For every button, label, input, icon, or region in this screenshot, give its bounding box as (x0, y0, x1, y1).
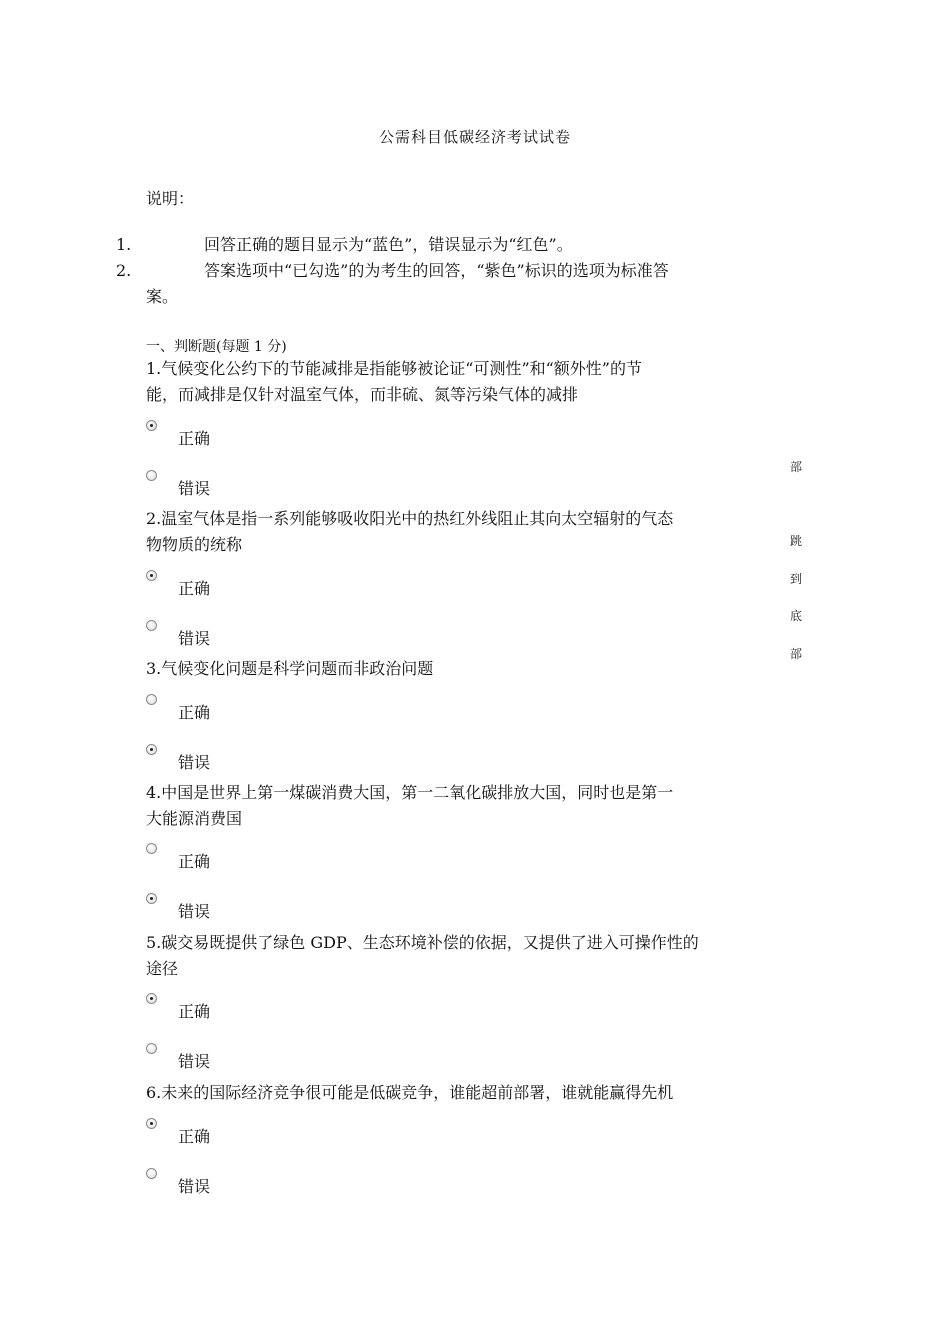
radio-unchecked-icon[interactable] (146, 470, 157, 481)
q4-option-correct[interactable] (146, 843, 346, 883)
q2-option-wrong[interactable] (146, 620, 346, 660)
question-1 (146, 356, 786, 408)
page-title: 公需科目低碳经济考试试卷 (378, 128, 571, 146)
question-3 (146, 656, 786, 682)
question-text: 2.温室气体是指一系列能够吸收阳光中的热红外线阻止其向太空辐射的气态 (146, 509, 674, 528)
option-label: 正确 (178, 852, 211, 871)
option-label: 正确 (178, 579, 211, 598)
question-text: 6.未来的国际经济竞争很可能是低碳竞争，谁能超前部署，谁就能赢得先机 (146, 1083, 674, 1102)
radio-checked-icon[interactable] (146, 744, 157, 755)
q1-option-correct[interactable] (146, 420, 346, 460)
radio-checked-icon[interactable] (146, 570, 157, 581)
radio-checked-icon[interactable] (146, 893, 157, 904)
option-label: 错误 (178, 1052, 211, 1071)
option-label: 错误 (178, 629, 211, 648)
option-label: 正确 (178, 429, 211, 448)
option-label: 错误 (178, 479, 211, 498)
note-number: 1. (116, 235, 132, 254)
radio-checked-icon[interactable] (146, 1118, 157, 1129)
question-text-continued: 途径 (146, 959, 179, 978)
q2-option-correct[interactable] (146, 570, 346, 610)
radio-checked-icon[interactable] (146, 993, 157, 1004)
question-text-continued: 物物质的统称 (146, 535, 243, 554)
question-text-continued: 大能源消费国 (146, 809, 243, 828)
jump-to-bottom-link[interactable]: 部 (790, 647, 803, 661)
question-text: 5.碳交易既提供了绿色 GDP、生态环境补偿的依据，又提供了进入可操作性的 (146, 933, 699, 952)
section-heading: 一、判断题(每题 1 分) (146, 339, 287, 355)
question-2 (146, 506, 786, 558)
radio-unchecked-icon[interactable] (146, 843, 157, 854)
question-text-continued: 能，而减排是仅针对温室气体，而非硫、氮等污染气体的减排 (146, 385, 579, 404)
note-number: 2. (116, 261, 132, 280)
note-text: 回答正确的题目显示为“蓝色”，错误显示为“红色”。 (204, 235, 573, 254)
q3-option-correct[interactable] (146, 694, 346, 734)
question-text: 4.中国是世界上第一煤碳消费大国，第一二氧化碳排放大国，同时也是第一 (146, 783, 674, 802)
option-label: 正确 (178, 1002, 211, 1021)
q5-option-wrong[interactable] (146, 1043, 346, 1083)
note-text-continued: 案。 (146, 287, 179, 306)
jump-to-bottom-link[interactable]: 底 (790, 609, 803, 623)
intro-label: 说明： (146, 189, 195, 208)
note-text: 答案选项中“已勾选”的为考生的回答，“紫色”标识的选项为标准答 (204, 261, 669, 280)
q1-option-wrong[interactable] (146, 470, 346, 510)
radio-unchecked-icon[interactable] (146, 1043, 157, 1054)
question-text: 3.气候变化问题是科学问题而非政治问题 (146, 659, 434, 678)
q3-option-wrong[interactable] (146, 744, 346, 784)
question-6 (146, 1080, 786, 1106)
option-label: 错误 (178, 753, 211, 772)
q6-option-wrong[interactable] (146, 1168, 346, 1208)
radio-unchecked-icon[interactable] (146, 1168, 157, 1179)
jump-to-bottom-link[interactable]: 跳 (790, 534, 803, 548)
option-label: 正确 (178, 703, 211, 722)
radio-unchecked-icon[interactable] (146, 620, 157, 631)
option-label: 错误 (178, 1177, 211, 1196)
jump-to-bottom-link[interactable]: 到 (790, 572, 803, 586)
radio-checked-icon[interactable] (146, 420, 157, 431)
q6-option-correct[interactable] (146, 1118, 346, 1158)
question-text: 1.气候变化公约下的节能减排是指能够被论证“可测性”和“额外性”的节 (146, 359, 642, 378)
question-5 (146, 930, 786, 982)
option-label: 错误 (178, 902, 211, 921)
option-label: 正确 (178, 1127, 211, 1146)
question-4 (146, 780, 786, 832)
q5-option-correct[interactable] (146, 993, 346, 1033)
radio-unchecked-icon[interactable] (146, 694, 157, 705)
q4-option-wrong[interactable] (146, 893, 346, 933)
jump-to-bottom-link[interactable]: 部 (790, 460, 803, 474)
